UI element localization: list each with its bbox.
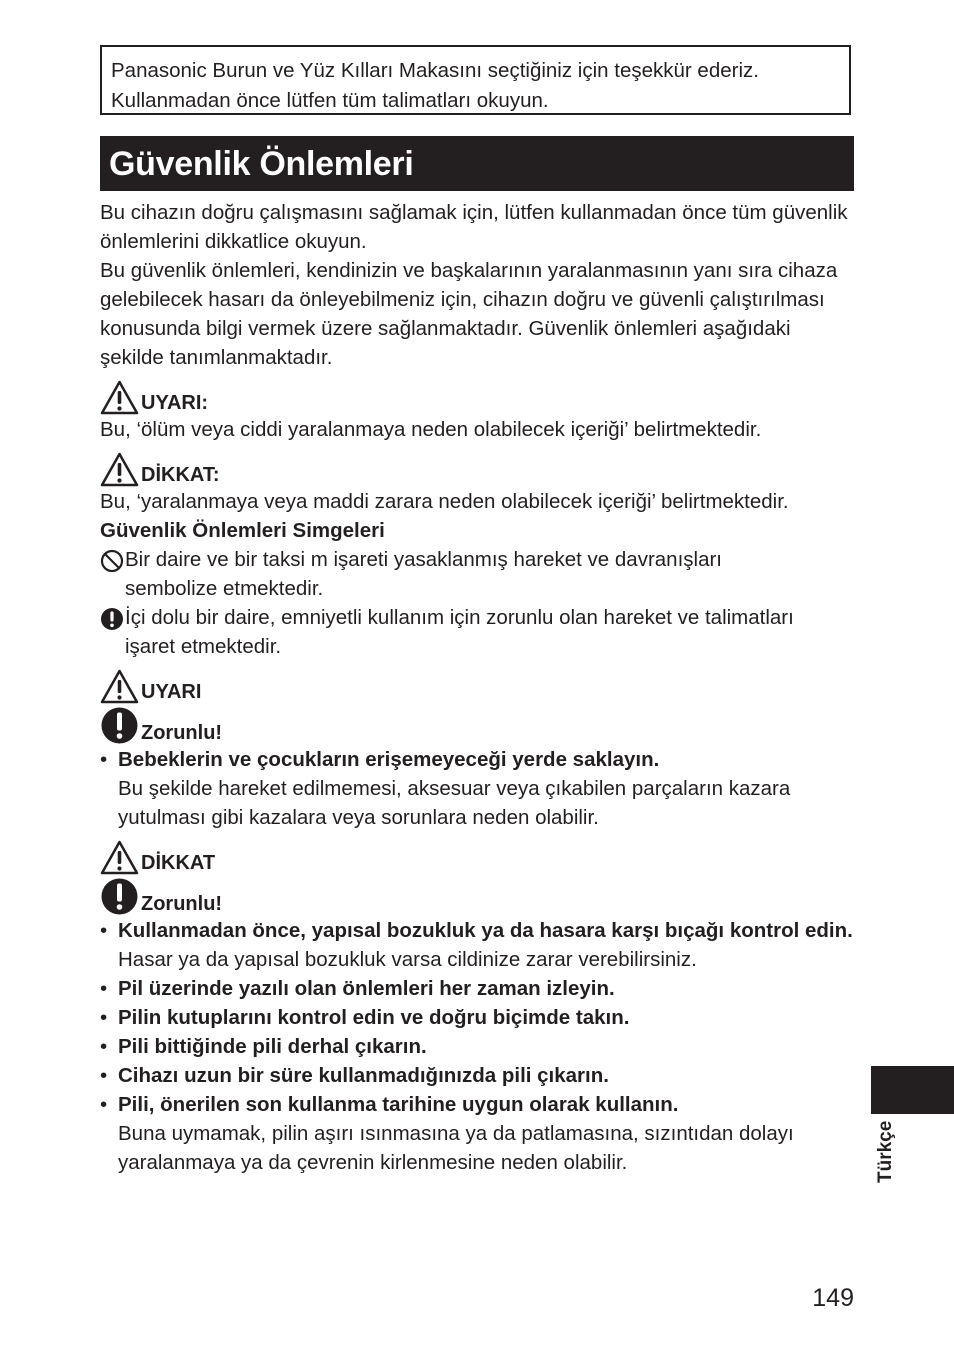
caution-section-label [100,840,860,875]
bullet-dot: • [100,919,108,942]
bullet-dot: • [100,1006,108,1029]
mandatory-line-2: işaret etmektedir. [125,635,282,658]
warning-definition-title: UYARI: [141,392,209,414]
language-label: Türkçe [875,1120,896,1183]
list-item [100,1061,860,1090]
page-number: 149 [812,1284,854,1312]
warning-section-label [100,669,860,704]
caution-definition-label [100,452,860,487]
caution-definition-title: DİKKAT: [141,464,220,486]
list-item [100,1090,860,1177]
intro-box [100,45,851,115]
warning-mandatory-title: Zorunlu! [141,722,223,744]
content [100,198,860,1177]
prohibited-symbol-row [100,545,860,603]
caution-mandatory-label [100,877,860,916]
bullet-dot: • [100,1035,108,1058]
warning-section-title: UYARI [141,681,202,703]
intro-line-1: Panasonic Burun ve Yüz Kılları Makasını seçtiğiniz için teşekkür ederiz. [111,59,759,82]
intro-line-2: Kullanmadan önce lütfen tüm talimatları okuyun. [111,89,549,112]
list-item-text: Buna uymamak, pilin aşırı ısınmasına ya da patlamasına, sızıntıdan dolayı yaralanmaya ya da çevrenin kirlenmesine neden olabilir. [118,1122,794,1174]
warning-triangle-icon [100,840,139,875]
warning-triangle-icon [100,380,139,415]
caution-mandatory-title: Zorunlu! [141,893,223,915]
symbols-title: Güvenlik Önlemleri Simgeleri [100,519,385,542]
list-item [100,745,860,832]
list-item-title: Pili bittiğinde pili derhal çıkarın. [118,1035,427,1058]
prohibited-circle-icon [100,549,124,573]
mandatory-line-1: İçi dolu bir daire, emniyetli kullanım için zorunlu olan hareket ve talimatları [125,606,794,629]
warning-definition-text: Bu, ‘ölüm veya ciddi yaralanmaya neden olabilecek içeriği’ belirtmektedir. [100,418,762,441]
list-item-text: Bu şekilde hareket edilmemesi, aksesuar veya çıkabilen parçaların kazara yutulması gibi kazalara veya sorunlara neden olabilir. [118,777,791,829]
language-tab [871,1066,954,1114]
warning-triangle-icon [100,452,139,487]
prohibited-line-2: sembolize etmektedir. [125,577,324,600]
mandatory-exclamation-icon [100,877,139,916]
warning-triangle-icon [100,669,139,704]
warning-definition-label [100,380,860,415]
list-item-title: Cihazı uzun bir süre kullanmadığınızda pili çıkarın. [118,1064,609,1087]
list-item-title: Pili, önerilen son kullanma tarihine uygun olarak kullanın. [118,1093,679,1116]
list-item-title: Kullanmadan önce, yapısal bozukluk ya da hasara karşı bıçağı kontrol edin. [118,919,853,942]
mandatory-exclamation-icon [100,607,124,631]
caution-section-title: DİKKAT [141,852,216,874]
list-item [100,1003,860,1032]
list-item [100,916,860,974]
list-item-title: Pil üzerinde yazılı olan önlemleri her zaman izleyin. [118,977,615,1000]
list-item-text: Hasar ya da yapısal bozukluk varsa cildinize zarar verebilirsiniz. [118,948,697,971]
prohibited-line-1: Bir daire ve bir taksi m işareti yasaklanmış hareket ve davranışları [125,548,723,571]
bullet-dot: • [100,748,108,771]
lead-paragraph-2: Bu güvenlik önlemleri, kendinizin ve başkalarının yaralanmasının yanı sıra cihaza gelebilecek hasarı da önleyebilmeniz için, cihazın doğru ve güvenli çalıştırılması konusunda bilgi vermek üzere sağlanmaktadır. Güvenlik önlemleri aşağıdaki şekilde tanımlanmaktadır. [100,259,838,369]
mandatory-symbol-row [100,603,860,661]
bullet-dot: • [100,1064,108,1087]
bullet-dot: • [100,1093,108,1116]
list-item [100,1032,860,1061]
section-title: Güvenlik Önlemleri [100,136,854,191]
lead-paragraph-1: Bu cihazın doğru çalışmasını sağlamak için, lütfen kullanmadan önce tüm güvenlik önlemlerini dikkatlice okuyun. [100,201,848,253]
caution-definition-text: Bu, ‘yaralanmaya veya maddi zarara neden olabilecek içeriği’ belirtmektedir. [100,490,789,513]
list-item [100,974,860,1003]
mandatory-exclamation-icon [100,706,139,745]
bullet-dot: • [100,977,108,1000]
list-item-title: Pilin kutuplarını kontrol edin ve doğru biçimde takın. [118,1006,630,1029]
list-item-title: Bebeklerin ve çocukların erişemeyeceği yerde saklayın. [118,748,660,771]
warning-mandatory-label [100,706,860,745]
